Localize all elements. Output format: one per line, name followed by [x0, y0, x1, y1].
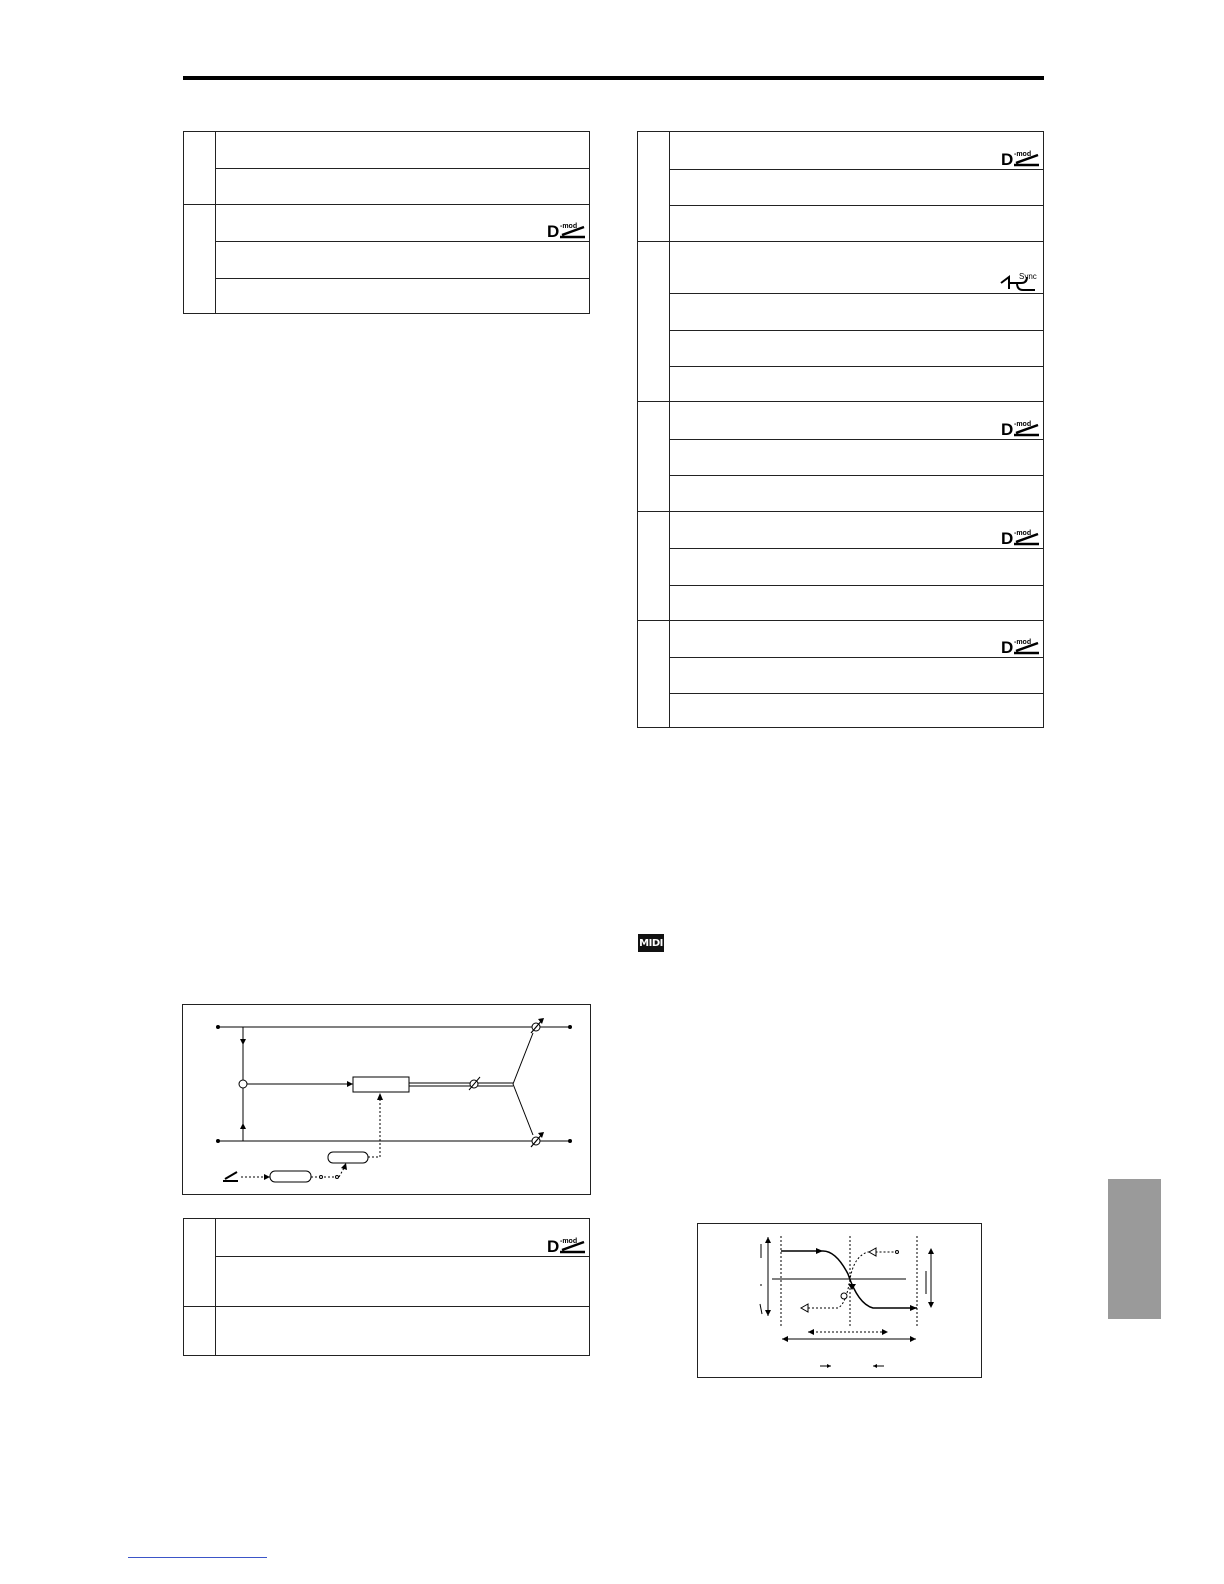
parameter-row — [215, 1307, 589, 1356]
parameter-row — [215, 1219, 589, 1256]
parameter-row — [669, 693, 1043, 729]
dmod-icon — [547, 221, 587, 239]
parameter-group — [638, 620, 1043, 728]
parameter-group — [184, 204, 589, 314]
parameter-row — [669, 205, 1043, 242]
parameter-row — [215, 205, 589, 241]
group-number-cell — [638, 512, 670, 621]
parameter-row — [669, 657, 1043, 694]
group-number-cell — [638, 132, 670, 241]
parameter-row — [669, 548, 1043, 586]
parameter-row — [215, 1256, 589, 1307]
dmod-icon — [1001, 149, 1041, 167]
svg-text:D: D — [547, 222, 560, 239]
tempo-sync-icon — [999, 271, 1041, 291]
crossfade-svg — [698, 1224, 981, 1377]
section-index-tab — [1108, 1179, 1161, 1319]
parameter-row — [669, 475, 1043, 513]
parameter-row — [669, 439, 1043, 476]
parameter-row — [669, 585, 1043, 622]
parameter-row — [669, 242, 1043, 293]
parameter-row — [669, 366, 1043, 403]
parameter-row — [669, 169, 1043, 206]
parameter-row — [215, 241, 589, 279]
svg-text:D: D — [1001, 420, 1014, 437]
parameter-row — [669, 132, 1043, 169]
parameter-row — [669, 512, 1043, 548]
svg-text:D: D — [1001, 150, 1014, 167]
svg-text:-mod: -mod — [1014, 530, 1032, 537]
svg-text:-mod: -mod — [1014, 639, 1032, 646]
parameter-row — [669, 293, 1043, 331]
svg-text:-mod: -mod — [560, 223, 578, 230]
dmod-icon — [547, 1236, 587, 1254]
svg-text:Sync: Sync — [1019, 272, 1037, 281]
parameter-row — [215, 278, 589, 315]
group-number-cell — [184, 205, 216, 314]
group-number-cell — [184, 132, 216, 204]
parameter-group — [184, 1306, 589, 1356]
midi-badge: MIDI — [638, 934, 664, 952]
parameter-row — [215, 168, 589, 205]
signal-flow-diagram — [182, 1004, 591, 1195]
dmod-icon — [1001, 637, 1041, 655]
svg-text:-mod: -mod — [1014, 151, 1032, 158]
group-number-cell — [184, 1219, 216, 1306]
dmod-icon — [1001, 419, 1041, 437]
group-number-cell — [638, 402, 670, 512]
parameter-row — [669, 330, 1043, 367]
parameter-row — [669, 402, 1043, 439]
svg-text:D: D — [547, 1237, 560, 1254]
parameter-group — [638, 132, 1043, 241]
parameter-group — [184, 132, 589, 204]
group-number-cell — [638, 242, 670, 402]
parameter-table-right — [637, 131, 1044, 728]
parameter-table-left-top — [183, 131, 590, 314]
crossfade-diagram — [697, 1223, 982, 1378]
parameter-table-left-bottom — [183, 1218, 590, 1356]
signal-flow-svg — [183, 1005, 590, 1194]
footer-link-underline[interactable] — [128, 1557, 267, 1558]
header-rule — [183, 76, 1044, 80]
parameter-row — [669, 621, 1043, 657]
parameter-row — [215, 132, 589, 168]
parameter-group — [638, 511, 1043, 621]
parameter-group — [638, 401, 1043, 512]
group-number-cell — [638, 621, 670, 728]
svg-text:D: D — [1001, 638, 1014, 655]
svg-text:-mod: -mod — [1014, 421, 1032, 428]
parameter-group — [638, 241, 1043, 402]
svg-text:-mod: -mod — [560, 1238, 578, 1245]
parameter-group — [184, 1219, 589, 1306]
svg-text:D: D — [1001, 529, 1014, 546]
dmod-icon — [1001, 528, 1041, 546]
group-number-cell — [184, 1307, 216, 1356]
